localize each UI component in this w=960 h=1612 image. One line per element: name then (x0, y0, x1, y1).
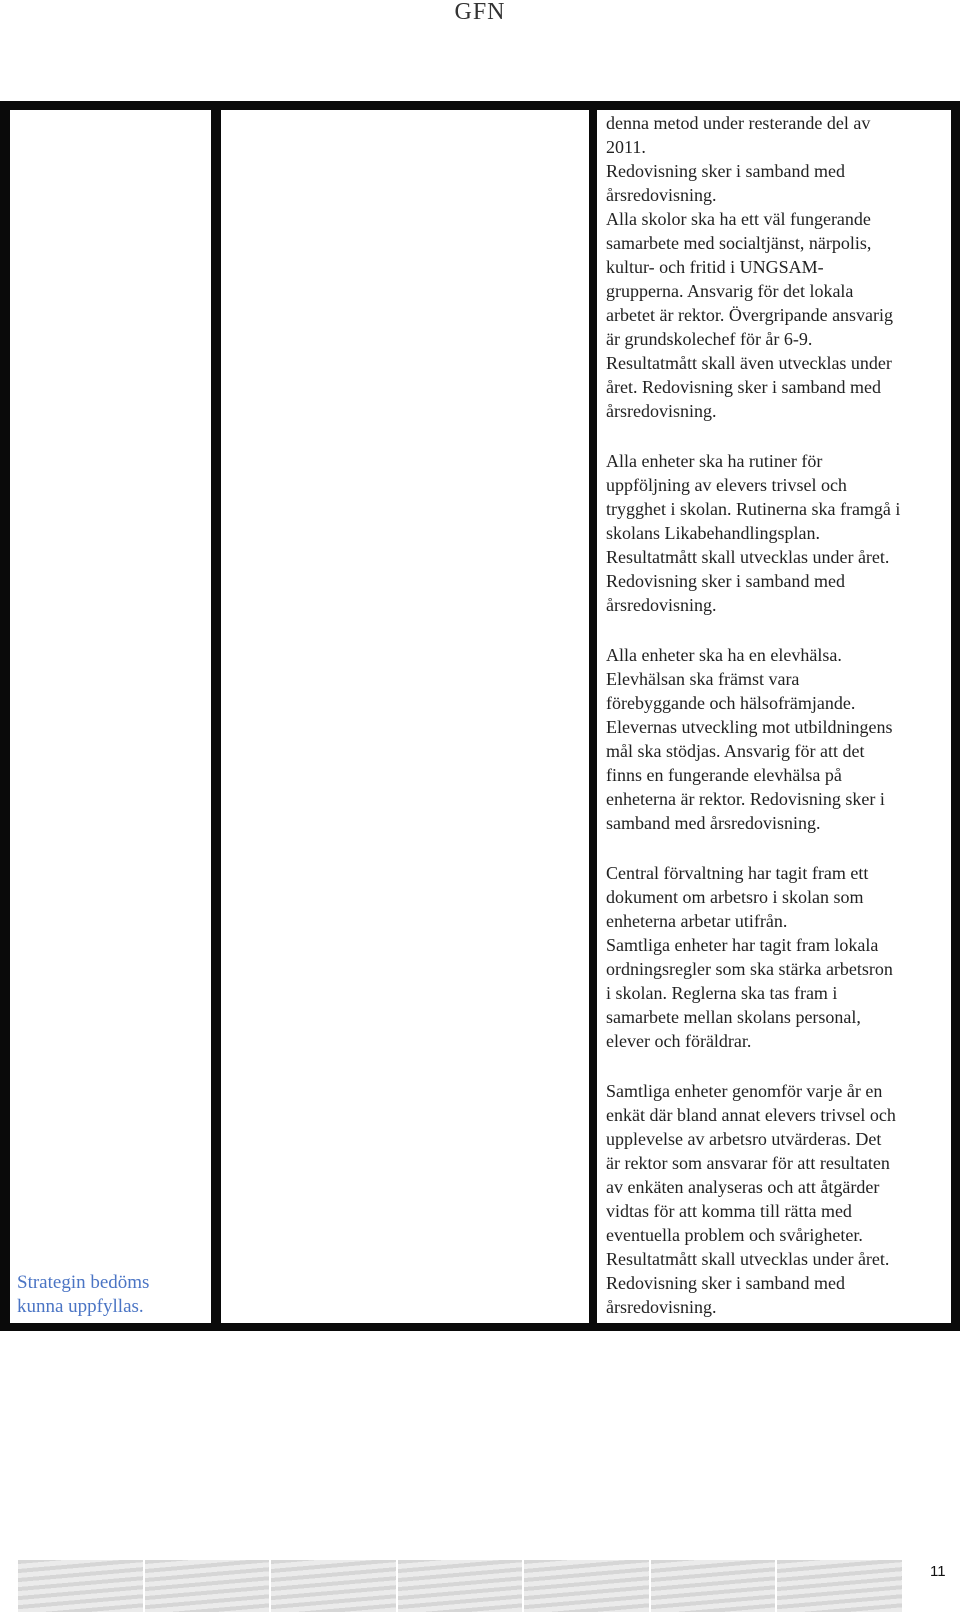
text-line: Alla skolor ska ha ett väl fungerande (606, 209, 871, 229)
text-line: grupperna. Ansvarig för det lokala (606, 281, 854, 301)
page-header: GFN (454, 0, 506, 25)
text-line: årsredovisning. (606, 1297, 717, 1317)
text-line: årsredovisning. (606, 401, 717, 421)
text-line: enkät där bland annat elevers trivsel och (606, 1105, 896, 1125)
wave-tile (651, 1560, 778, 1612)
text-line: Resultatmått skall även utvecklas under (606, 353, 892, 373)
column-assessment (10, 110, 211, 1323)
text-line: av enkäten analyseras och att åtgärder (606, 1177, 880, 1197)
text-line: arbetet är rektor. Övergripande ansvarig (606, 305, 894, 325)
action-paragraph (606, 449, 950, 617)
text-line: årsredovisning. (606, 595, 717, 615)
text-line: trygghet i skolan. Rutinerna ska framgå i (606, 499, 901, 519)
text-line: Resultatmått skall utvecklas under året. (606, 1249, 890, 1269)
column-empty (221, 110, 589, 1323)
text-line: 2011. (606, 137, 646, 157)
wave-tile (145, 1560, 272, 1612)
strategy-line: kunna uppfyllas. (17, 1296, 144, 1317)
text-line: mål ska stödjas. Ansvarig för att det (606, 741, 865, 761)
action-paragraph (606, 1079, 950, 1319)
text-line: eventuella problem och svårigheter. (606, 1225, 863, 1245)
action-paragraph (606, 861, 950, 1053)
text-line: Resultatmått skall utvecklas under året. (606, 547, 890, 567)
text-line: är grundskolechef för år 6-9. (606, 329, 813, 349)
strategy-table (0, 101, 960, 1331)
text-line: upplevelse av arbetsro utvärderas. Det (606, 1129, 882, 1149)
footer-wave-band (18, 1560, 904, 1612)
page-number: 11 (930, 1563, 946, 1580)
text-line: Central förvaltning har tagit fram ett (606, 863, 869, 883)
text-line: Samtliga enheter har tagit fram lokala (606, 935, 879, 955)
text-line: elever och föräldrar. (606, 1031, 752, 1051)
column-actions (597, 110, 951, 1323)
action-paragraph (606, 643, 950, 835)
text-line: Elevhälsan ska främst vara (606, 669, 800, 689)
text-line: Elevernas utveckling mot utbildningens (606, 717, 893, 737)
text-line: årsredovisning. (606, 185, 717, 205)
text-line: enheterna arbetar utifrån. (606, 911, 788, 931)
wave-tile (398, 1560, 525, 1612)
wave-tile (271, 1560, 398, 1612)
text-line: dokument om arbetsro i skolan som (606, 887, 864, 907)
strategy-line: Strategin bedöms (17, 1272, 150, 1293)
text-line: uppföljning av elevers trivsel och (606, 475, 847, 495)
strategy-assessment-text (17, 1271, 207, 1319)
text-line: vidtas för att komma till rätta med (606, 1201, 852, 1221)
action-paragraph (606, 111, 950, 423)
text-line: skolans Likabehandlingsplan. (606, 523, 820, 543)
text-line: året. Redovisning sker i samband med (606, 377, 881, 397)
text-line: kultur- och fritid i UNGSAM- (606, 257, 824, 277)
text-line: enheterna är rektor. Redovisning sker i (606, 789, 885, 809)
text-line: finns en fungerande elevhälsa på (606, 765, 842, 785)
text-line: är rektor som ansvarar för att resultaten (606, 1153, 890, 1173)
text-line: samarbete mellan skolans personal, (606, 1007, 861, 1027)
text-line: förebyggande och hälsofrämjande. (606, 693, 856, 713)
actions-text (606, 111, 950, 1319)
text-line: denna metod under resterande del av (606, 113, 871, 133)
wave-tile (777, 1560, 904, 1612)
text-line: Redovisning sker i samband med (606, 1273, 845, 1293)
text-line: Samtliga enheter genomför varje år en (606, 1081, 883, 1101)
wave-tile (18, 1560, 145, 1612)
wave-tile (524, 1560, 651, 1612)
text-line: Redovisning sker i samband med (606, 571, 845, 591)
text-line: Alla enheter ska ha en elevhälsa. (606, 645, 842, 665)
text-line: Alla enheter ska ha rutiner för (606, 451, 823, 471)
text-line: samarbete med socialtjänst, närpolis, (606, 233, 872, 253)
text-line: i skolan. Reglerna ska tas fram i (606, 983, 838, 1003)
text-line: samband med årsredovisning. (606, 813, 821, 833)
text-line: ordningsregler som ska stärka arbetsron (606, 959, 893, 979)
text-line: Redovisning sker i samband med (606, 161, 845, 181)
